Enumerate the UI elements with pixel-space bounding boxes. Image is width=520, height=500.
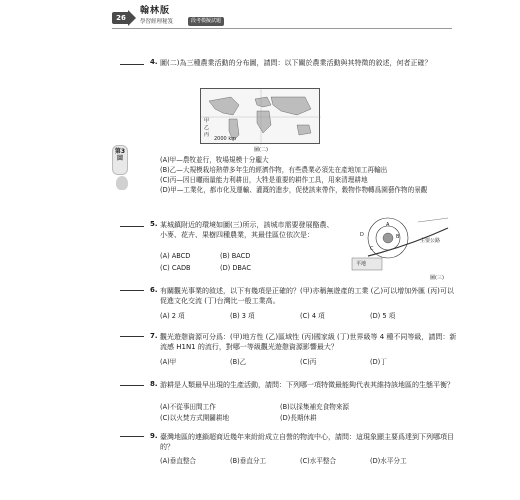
question-text: 游耕是人類最早出現的生產活動，請問：下列哪一項特徵最能夠代表其維持該地區的生態平衡？ (160, 381, 454, 389)
question-number: 9. (150, 432, 158, 440)
fig-label-d: D (360, 232, 364, 238)
option-a: (A)甲—農牧並行，牧場規模十分龐大 (160, 156, 269, 164)
option-c: (C)水平整合 (300, 457, 337, 465)
question-text: 觀光遊憩資源可分爲：(甲)地方性 (乙)區域性 (丙)國家級 (丁)世界級等 4 種不同等級，請問：新流感 H1N1 的流行，對哪一等級觀光遊憩資源影響最大？ (160, 333, 457, 352)
option-d: (D)甲—工業化，都市化及運輸、灌溉的進步，促使該來帶作，穀物作物轉爲園藝作物的景觀 (160, 186, 428, 194)
option-a: (A)垂直整合 (160, 457, 197, 465)
option-c: (C) 4 項 (300, 312, 325, 320)
option-a: (A) 2 項 (160, 312, 185, 320)
option-b: (B)以採集補充食物來源 (280, 403, 350, 411)
option-c: (C) CADB (160, 264, 191, 272)
answer-blank (120, 64, 144, 65)
map-legend-b: 乙 (204, 125, 210, 131)
side-ornament-icon (116, 176, 128, 190)
header-subtitle: 學習經理秘笈 (140, 19, 174, 25)
fig-label-b: B (396, 234, 400, 240)
answer-blank (120, 290, 144, 291)
option-d: (D)水平分工 (370, 457, 407, 465)
map-legend-a: 甲 (204, 118, 210, 124)
header-tag: 段考模擬試題 (188, 17, 224, 26)
fig-label-plain: 平地 (356, 261, 367, 267)
map-scale: 2000 km (214, 136, 237, 142)
option-d: (D) DBAC (220, 264, 251, 272)
fig-label-c: C (370, 246, 374, 252)
option-a: (A)甲 (160, 358, 177, 366)
page-arrow-icon (128, 10, 136, 26)
question-text: 圖(二)為三種農業活動的分布圖，請問：以下關於農業活動與其特徵的敘述，何者正確？ (160, 59, 432, 67)
question-text: 臺灣地區的連鎖超商近幾年來紛紛成立自營的物流中心，請問：這現象顯主要爲達到下列哪項目的？ (160, 433, 454, 452)
side-tab: 第3回 (112, 145, 128, 175)
question-number: 4. (150, 58, 158, 66)
question-number: 7. (150, 332, 158, 340)
question-text: 某城鎮附近的環境如圖(三)所示，該城市需要發展酪農、小麥、花卉、果樹四種農業，其最佳區位依次是： (160, 221, 334, 240)
question-number: 8. (150, 380, 158, 388)
option-c: (C)丙—因日曬雨量能力利耕田，大牲是重要的耕作工具，用來清理耕地 (160, 176, 368, 184)
question-text: 有關觀光事業的敘述，以下有幾項是正確的？(甲)亦稱無遊產的工業 (乙)可以增加外匯 (丙)可以促進文化交流 (丁)台灣比一般工業高。 (160, 287, 454, 306)
header-divider (112, 28, 452, 29)
map-legend-c: 丙 (204, 132, 210, 138)
option-d: (D) 5 項 (370, 312, 396, 320)
option-b: (B)垂直分工 (230, 457, 267, 465)
option-b: (B)乙 (230, 358, 247, 366)
figure-caption: 圖(三) (430, 275, 444, 281)
answer-blank (120, 226, 144, 227)
option-a: (A)不從事田間工作 (160, 403, 216, 411)
figure-caption: 圖(二) (254, 147, 268, 153)
answer-blank (120, 385, 144, 386)
fig-label-a: A (386, 222, 390, 228)
option-a: (A) ABCD (160, 252, 191, 260)
option-c: (C)丙 (300, 358, 317, 366)
header-title: 翰林版 (140, 6, 171, 16)
fig-label-road: 主要公路 (420, 238, 441, 244)
question-number: 6. (150, 286, 158, 294)
option-b: (B)乙—大規模栽培熱帶多年生的經濟作物，有些農業必須先在產地加工再輸出 (160, 166, 388, 174)
answer-blank (120, 336, 144, 337)
option-b: (B) BACD (220, 252, 251, 260)
question-number: 5. (150, 220, 158, 228)
option-c: (C)以火焚方式開闢耕地 (160, 414, 230, 422)
page-number: 26 (112, 12, 130, 24)
option-d: (D)長期休耕 (280, 414, 317, 422)
option-d: (D)丁 (370, 358, 387, 366)
option-b: (B) 3 項 (230, 312, 255, 320)
answer-blank (120, 436, 144, 437)
